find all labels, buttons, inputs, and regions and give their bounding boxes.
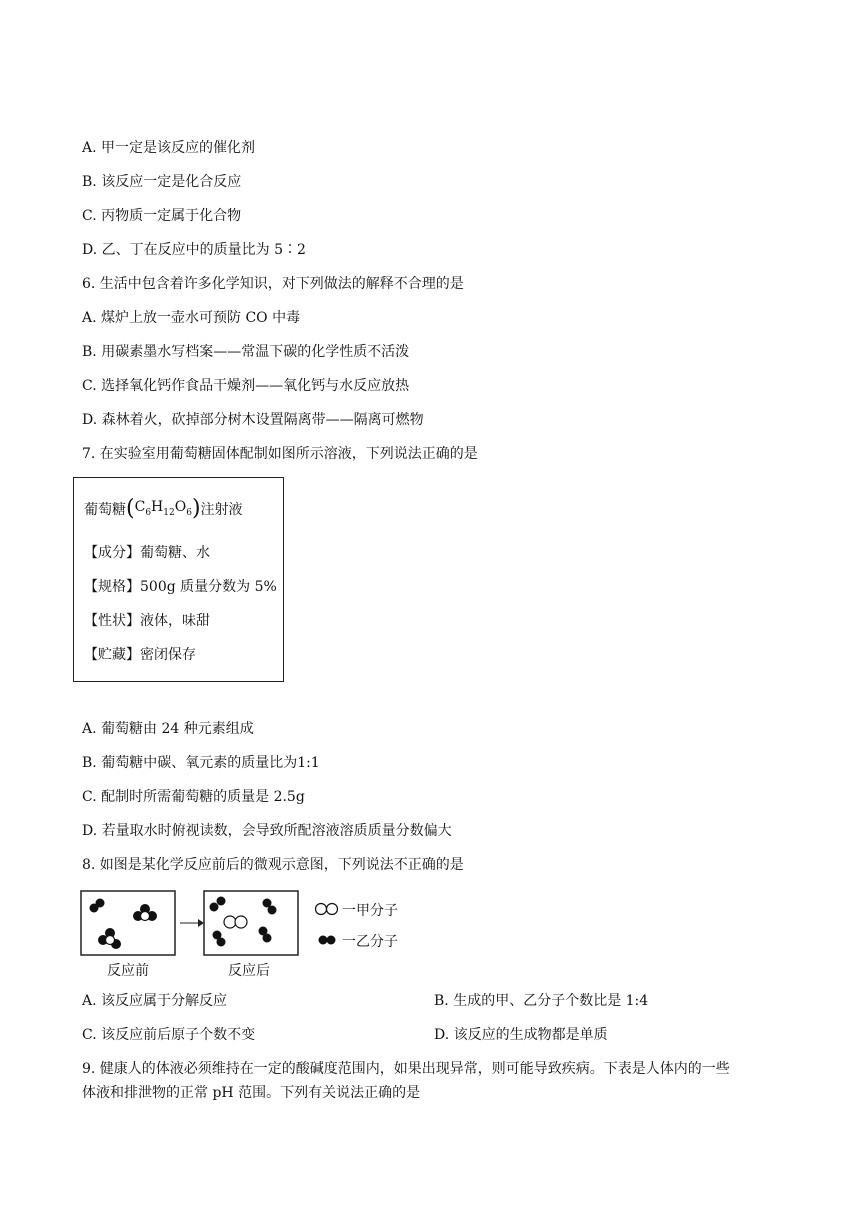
- before-box: [81, 891, 175, 955]
- q8-stem: 8. 如图是某化学反应前后的微观示意图，下列说法不正确的是: [82, 857, 464, 873]
- q9-stem-line1: 9. 健康人的体液必须维持在一定的酸碱度范围内，如果出现异常，则可能导致疾病。下表是人体内的一些: [82, 1061, 730, 1077]
- q6-option-a: A. 煤炉上放一壶水可预防 CO 中毒: [82, 310, 301, 326]
- before-label: 反应前: [107, 963, 149, 979]
- product-yi-1: [210, 897, 226, 912]
- q8-option-d: D. 该反应的生成物都是单质: [434, 1027, 608, 1043]
- q8-option-a: A. 该反应属于分解反应: [82, 993, 228, 1009]
- q5-option-d: D. 乙、丁在反应中的质量比为 5∶2: [82, 242, 306, 258]
- q7-stem: 7. 在实验室用葡萄糖固体配制如图所示溶液，下列说法正确的是: [82, 446, 478, 462]
- glucose-label-box: [73, 477, 284, 682]
- q7-option-b: B. 葡萄糖中碳、氧元素的质量比为1:1: [82, 755, 320, 771]
- title-suffix: 注射液: [200, 501, 243, 518]
- reaction-diagram: [80, 890, 420, 984]
- q6-option-b: B. 用碳素墨水写档案——常温下碳的化学性质不活泼: [82, 344, 410, 360]
- q6-option-d: D. 森林着火，砍掉部分树木设置隔离带——隔离可燃物: [82, 412, 424, 428]
- right-paren: ): [191, 495, 201, 521]
- legend-jia-icon: [316, 904, 338, 915]
- reactant-molecule-1: [133, 904, 157, 921]
- reactant-molecule-2: [98, 928, 121, 949]
- chemical-formula: $C_6H_{12}O_6$: [134, 499, 192, 518]
- jia-molecule: [224, 916, 247, 928]
- glucose-label-title: [84, 495, 243, 522]
- q7-option-d: D. 若量取水时俯视读数，会导致所配溶液溶质质量分数偏大: [82, 823, 452, 839]
- legend-yi-icon: [319, 936, 336, 945]
- title-prefix: 葡萄糖: [84, 501, 126, 518]
- after-label: 反应后: [228, 963, 270, 979]
- q7-option-a: A. 葡萄糖由 24 种元素组成: [82, 721, 254, 737]
- q9-stem-line2: 体液和排泄物的正常 pH 范围。下列有关说法正确的是: [82, 1085, 421, 1101]
- label-row-ingredients: 【成分】葡萄糖、水: [84, 545, 210, 561]
- q5-option-b: B. 该反应一定是化合反应: [82, 174, 242, 190]
- left-paren: (: [126, 495, 135, 521]
- product-yi-2: [263, 899, 277, 915]
- q5-option-a: A. 甲一定是该反应的催化剂: [82, 140, 256, 156]
- product-yi-4: [259, 927, 272, 943]
- yi-molecule: [90, 899, 105, 913]
- q7-option-c: C. 配制时所需葡萄糖的质量是 2.5g: [82, 789, 305, 805]
- q8-option-b: B. 生成的甲、乙分子个数比是 1:4: [434, 993, 649, 1009]
- product-yi-3: [213, 931, 226, 947]
- label-row-property: 【性状】液体，味甜: [84, 613, 210, 629]
- label-row-spec: 【规格】500g 质量分数为 5%: [84, 579, 277, 595]
- q5-option-c: C. 丙物质一定属于化合物: [82, 208, 242, 224]
- q8-option-c: C. 该反应前后原子个数不变: [82, 1027, 256, 1043]
- q6-option-c: C. 选择氧化钙作食品干燥剂——氧化钙与水反应放热: [82, 378, 410, 394]
- legend-yi-label: 一乙分子: [342, 934, 398, 950]
- legend-jia-label: 一甲分子: [342, 903, 398, 919]
- label-row-storage: 【贮藏】密闭保存: [84, 647, 196, 663]
- q6-stem: 6. 生活中包含着许多化学知识，对下列做法的解释不合理的是: [82, 276, 464, 292]
